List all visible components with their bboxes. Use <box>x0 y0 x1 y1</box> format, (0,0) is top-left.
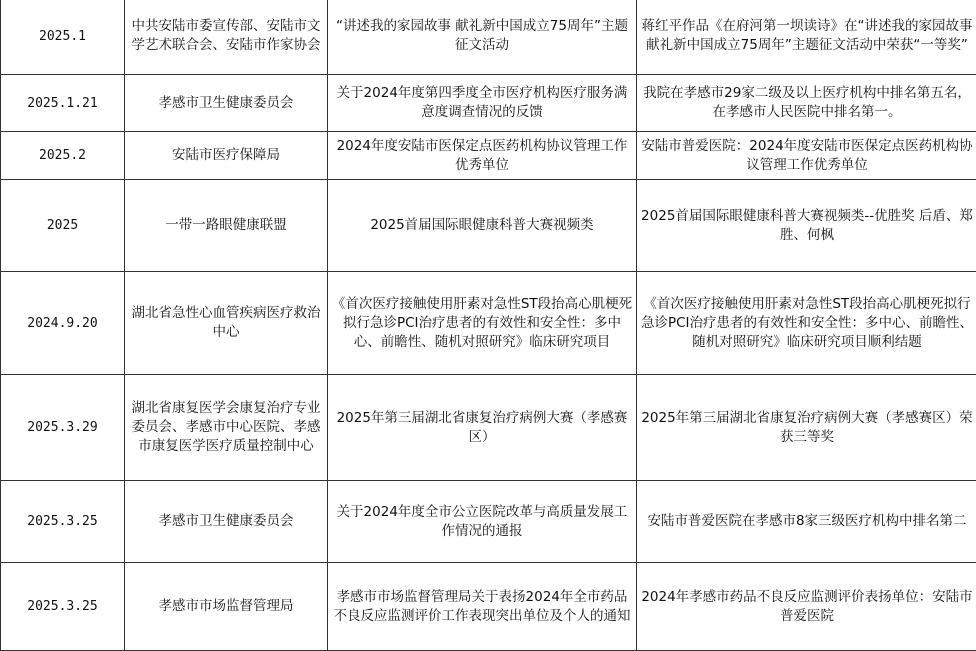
issuer-cell: 湖北省康复医学会康复治疗专业委员会、孝感市中心医院、孝感市康复医学医疗质量控制中心 <box>125 375 328 481</box>
project-cell: 2025首届国际眼健康科普大赛视频类 <box>328 180 637 272</box>
table-row <box>1 132 976 180</box>
issuer-cell: 湖北省急性心血管疾病医疗救治中心 <box>125 272 328 375</box>
result-cell: 安陆市普爱医院：2024年度安陆市医保定点医药机构协议管理工作优秀单位 <box>637 132 976 180</box>
project-cell: “讲述我的家园故事 献礼新中国成立75周年”主题征文活动 <box>328 0 637 75</box>
project-cell: 关于2024年度全市公立医院改革与高质量发展工作情况的通报 <box>328 481 637 563</box>
result-cell: 2025首届国际眼健康科普大赛视频类--优胜奖 后盾、郑胜、何枫 <box>637 180 976 272</box>
issuer-cell: 中共安陆市委宣传部、安陆市文学艺术联合会、安陆市作家协会 <box>125 0 328 75</box>
result-cell: 2024年孝感市药品不良反应监测评价表扬单位：安陆市普爱医院 <box>637 563 976 651</box>
issuer-cell: 一带一路眼健康联盟 <box>125 180 328 272</box>
date-cell: 2025 <box>1 180 125 272</box>
result-cell: 2025年第三届湖北省康复治疗病例大赛（孝感赛区）荣获三等奖 <box>637 375 976 481</box>
date-cell: 2025.1 <box>1 0 125 75</box>
project-cell: 2025年第三届湖北省康复治疗病例大赛（孝感赛区） <box>328 375 637 481</box>
date-cell: 2025.3.25 <box>1 563 125 651</box>
issuer-cell: 孝感市市场监督管理局 <box>125 563 328 651</box>
table-row <box>1 0 976 75</box>
result-cell: 我院在孝感市29家二级及以上医疗机构中排名第五名，在孝感市人民医院中排名第一。 <box>637 75 976 132</box>
date-cell: 2024.9.20 <box>1 272 125 375</box>
project-cell: 关于2024年度第四季度全市医疗机构医疗服务满意度调查情况的反馈 <box>328 75 637 132</box>
table-row <box>1 563 976 651</box>
table-row <box>1 272 976 375</box>
date-cell: 2025.3.29 <box>1 375 125 481</box>
table-row <box>1 375 976 481</box>
table-row <box>1 481 976 563</box>
date-cell: 2025.2 <box>1 132 125 180</box>
result-cell: 安陆市普爱医院在孝感市8家三级医疗机构中排名第二 <box>637 481 976 563</box>
table-row <box>1 180 976 272</box>
issuer-cell: 安陆市医疗保障局 <box>125 132 328 180</box>
project-cell: 孝感市市场监督管理局关于表扬2024年全市药品不良反应监测评价工作表现突出单位及个人的通知 <box>328 563 637 651</box>
result-cell: 蒋红平作品《在府河第一坝读诗》在“讲述我的家园故事 献礼新中国成立75周年”主题征文活动中荣获“一等奖” <box>637 0 976 75</box>
project-cell: 《首次医疗接触使用肝素对急性ST段抬高心肌梗死拟行急诊PCI治疗患者的有效性和安全性：多中心、前瞻性、随机对照研究》临床研究项目 <box>328 272 637 375</box>
issuer-cell: 孝感市卫生健康委员会 <box>125 75 328 132</box>
date-cell: 2025.1.21 <box>1 75 125 132</box>
table-row <box>1 75 976 132</box>
issuer-cell: 孝感市卫生健康委员会 <box>125 481 328 563</box>
result-cell: 《首次医疗接触使用肝素对急性ST段抬高心肌梗死拟行急诊PCI治疗患者的有效性和安全性：多中心、前瞻性、随机对照研究》临床研究项目顺利结题 <box>637 272 976 375</box>
date-cell: 2025.3.25 <box>1 481 125 563</box>
project-cell: 2024年度安陆市医保定点医药机构协议管理工作优秀单位 <box>328 132 637 180</box>
